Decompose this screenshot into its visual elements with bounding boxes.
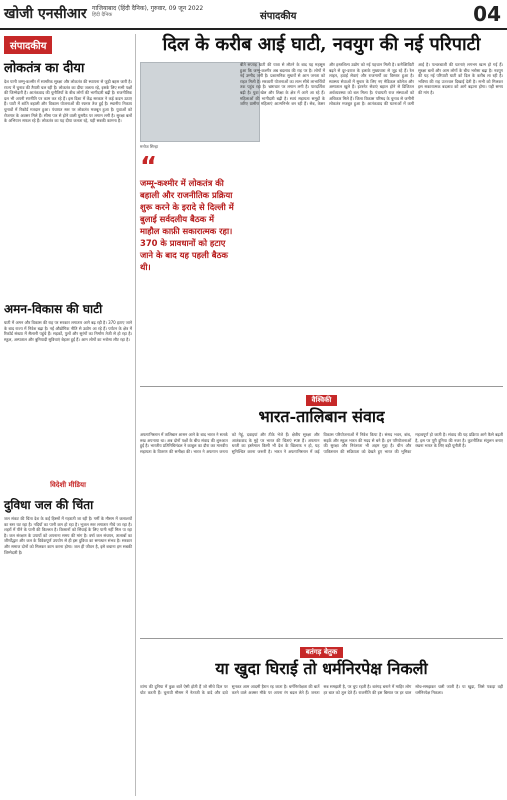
- editorial-title-3: दुविधा जल की चिंता: [4, 498, 94, 512]
- satire-story-header: [140, 638, 503, 682]
- editorial-text-3: जल संकट की चिंता देश के कई हिस्सों में गहराती जा रही है। गर्मी के मौसम में जलाशयों का स्तर घट रहा है। नदियों का पानी कम हो रहा है। भूजल स्तर लगातार नीचे जा रहा है। शहरों में पीने के पानी की किल्लत है। किसानों को सिंचाई के लिए पानी नहीं मिल पा रहा है। जल संरक्षण के उपायों को अपनाना समय की मांग है। वर्षा जल संचयन, तालाबों का जीर्णोद्धार और जल के विवेकपूर्ण उपयोग से ही इस दुविधा का समाधान संभव है। सरकार और समाज दोनों को मिलकर काम करना होगा। जल ही जीवन है, इसे बचाना हम सबकी जिम्मेदारी है।: [4, 516, 132, 555]
- editorial-title-1: लोकतंत्र का दीया: [4, 61, 85, 76]
- global-story-header: [140, 386, 503, 430]
- editorial-text-2: घाटी में अमन और विकास की राह पर सरकार लगातार आगे बढ़ रही है। 370 हटाए जाने के बाद राज्य में निवेश बढ़ा है। नई औद्योगिक नीति से उद्योग आ रहे हैं। पर्यटन के क्षेत्र में रिकॉर्ड संख्या में सैलानी पहुंचे हैं। सड़कों, पुलों और सुरंगों का निर्माण तेजी से हो रहा है। स्कूल, अस्पताल और बुनियादी सुविधाएं बेहतर हुई हैं। आम लोगों का भरोसा लौट रहा है।: [4, 320, 132, 342]
- editorial-title-2: अमन-विकास की घाटी: [4, 302, 103, 316]
- satire-story-body: व्यंग्य की दुनिया में कुछ बातें ऐसी होती हैं जो सीधे दिल पर चोट करती हैं। चुनावी मौसम में नेताजी के वादे और दावे सुनकर आम आदमी हैरान रह जाता है। धर्मनिरपेक्षता की बातें करने वाले अक्सर मौके पर अपना रंग बदल लेते हैं। जनता सब समझती है, पर चुप रहती है। बतंगड़ बनाने में माहिर लोग हर बात को तूल देते हैं। राजनीति की इस बिसात पर हर चाल सोच-समझकर चली जाती है। या खुदा, जिसे पकड़ा वही धर्मनिरपेक्ष निकला।: [140, 684, 503, 695]
- editorial-text-1: देश यानी जम्मू-कश्मीर में सामरिक सुरक्षा और लोकतंत्र की स्थापना से जुड़ी बहस जारी है। राज्य में चुनाव की तैयारी चल रही है। लोकतंत्र का दीया जलता रहे, इसके लिए सभी पक्षों की जिम्मेदारी है। आतंकवाद की चुनौतियों के बीच लोगों की भागीदारी बढ़ी है। राजनीतिक दल भी अपनी रणनीति पर काम कर रहे हैं। इस दिशा में केंद्र सरकार ने कई कदम उठाए हैं। घाटी में शांति बहाली और विकास योजनाओं की रफ्तार तेज हुई है। स्थानीय निकाय चुनावों में रिकॉर्ड मतदान हुआ। पंचायत स्तर पर लोकतंत्र मजबूत हुआ है। युवाओं को रोजगार के अवसर मिले हैं। सीमा पार से होने वाली घुसपैठ पर लगाम लगी है। सुरक्षा बलों के अभियान सफल रहे हैं। लोकतंत्र का यह दीया जलता रहे, यही सबकी कामना है।: [4, 79, 132, 124]
- main-section: [140, 34, 503, 796]
- pull-quote-text: जम्मू-कश्मीर में लोकतंत्र की बहाली और राजनीतिक प्रक्रिया शुरू करने के इरादे से दिल्ली में बुलाई सर्वदलीय बैठक में माहौल काफ़ी सकारात्मक रहा। 370 के प्रावधानों को हटाए जाने के बाद यह पहली बैठक थी।: [140, 178, 234, 272]
- newspaper-logo: खोजी एनसीआर: [4, 6, 87, 22]
- column-divider: [135, 34, 136, 796]
- masthead: [0, 0, 507, 30]
- quote-mark-icon: “: [140, 152, 158, 182]
- satire-story-tag: बतंगड़ बेतुक: [300, 647, 343, 658]
- editorial-column: [4, 34, 132, 796]
- global-story-title: भारत-तालिबान संवाद: [258, 407, 385, 426]
- photo-caption: मनोज सिन्हा: [140, 144, 158, 149]
- global-story-tag: वैश्विकी: [306, 395, 338, 406]
- lead-story: [140, 62, 503, 384]
- satire-story-title: या खुदा घिराई तो धर्मनिरपेक्ष निकली: [215, 659, 428, 678]
- main-headline: दिल के करीब आई घाटी, नवयुग की नई परिपाटी: [162, 34, 481, 55]
- foreign-media-head: विदेशी मीडिया: [50, 481, 86, 489]
- lead-story-body: बीते सप्ताह घाटी की यात्रा से लौटने के बाद यह महसूस हुआ कि जम्मू-कश्मीर अब बदलाव की राह पर है। लोगों में नई उम्मीद जगी है। प्रशासनिक सुधारों से आम जनता को राहत मिली है। सरकारी योजनाओं का लाभ सीधे लाभार्थियों तक पहुंच रहा है। भ्रष्टाचार पर लगाम लगी है। पारदर्शिता बढ़ी है। युवा खेल और शिक्षा के क्षेत्र में आगे आ रहे हैं। महिलाओं की भागीदारी बढ़ी है। स्वयं सहायता समूहों के जरिए ग्रामीण महिलाएं आत्मनिर्भर बन रही हैं। सेब, केसर और हस्तशिल्प उद्योग को नई पहचान मिली है। कनेक्टिविटी बढ़ने से दूर-दराज के इलाके मुख्यधारा से जुड़ रहे हैं। रेल लाइन, हवाई सेवाएं और राजमार्गों का विस्तार हुआ है। स्वास्थ्य सेवाओं में सुधार के लिए नए मेडिकल कॉलेज और अस्पताल खुले हैं। इंटरनेट सेवाएं बहाल होने से डिजिटल अर्थव्यवस्था को बल मिला है। पंचायती राज संस्थाओं को अधिकार मिले हैं। जिला विकास परिषद के चुनाव से जमीनी लोकतंत्र मजबूत हुआ है। आतंकवाद की घटनाओं में कमी आई है। पत्थरबाजी की घटनाएं लगभग खत्म हो गई हैं। सुरक्षा बलों और आम लोगों के बीच भरोसा बढ़ा है। नवयुग की यह नई परिपाटी घाटी को दिल के करीब ला रही है। भविष्य की राह उज्ज्वल दिखाई देती है। सभी को मिलकर इस सकारात्मक बदलाव को आगे बढ़ाना होगा। यही समय की मांग है।: [240, 62, 503, 107]
- masthead-subtitle: हिंदी दैनिक: [92, 12, 113, 18]
- pull-quote: [140, 152, 236, 273]
- issue-date: गाजियाबाद (हिंदी दैनिक), गुरुवार, 09 जून 2022: [92, 5, 204, 12]
- page-number: 04: [473, 2, 501, 26]
- section-name: संपादकीय: [260, 11, 297, 22]
- global-story-body: अफगानिस्तान में तालिबान शासन आने के बाद भारत ने सतर्क रुख अपनाया था। अब दोनों पक्षों के बीच संवाद की शुरुआत हुई है। भारतीय प्रतिनिधिमंडल ने काबुल का दौरा कर मानवीय सहायता के वितरण की समीक्षा की। भारत ने अफगान जनता को गेहूं, दवाइयां और टीके भेजे हैं। क्षेत्रीय सुरक्षा और आतंकवाद के मुद्दे पर भारत की चिंताएं स्पष्ट हैं। अफगान धरती का इस्तेमाल किसी भी देश के खिलाफ न हो, यह सुनिश्चित करना जरूरी है। भारत ने अफगानिस्तान में कई विकास परियोजनाओं में निवेश किया है। संसद भवन, बांध, सड़कें और स्कूल भारत की मदद से बने हैं। इन परियोजनाओं की सुरक्षा और निरंतरता भी अहम मुद्दा है। चीन और पाकिस्तान की सक्रियता को देखते हुए भारत की भूमिका महत्वपूर्ण हो जाती है। संवाद की यह प्रक्रिया आगे कैसे बढ़ती है, इस पर पूरी दुनिया की नजर है। कूटनीतिक संतुलन बनाए रखना भारत के लिए बड़ी चुनौती है।: [140, 432, 503, 454]
- editorial-banner: संपादकीय: [4, 36, 52, 54]
